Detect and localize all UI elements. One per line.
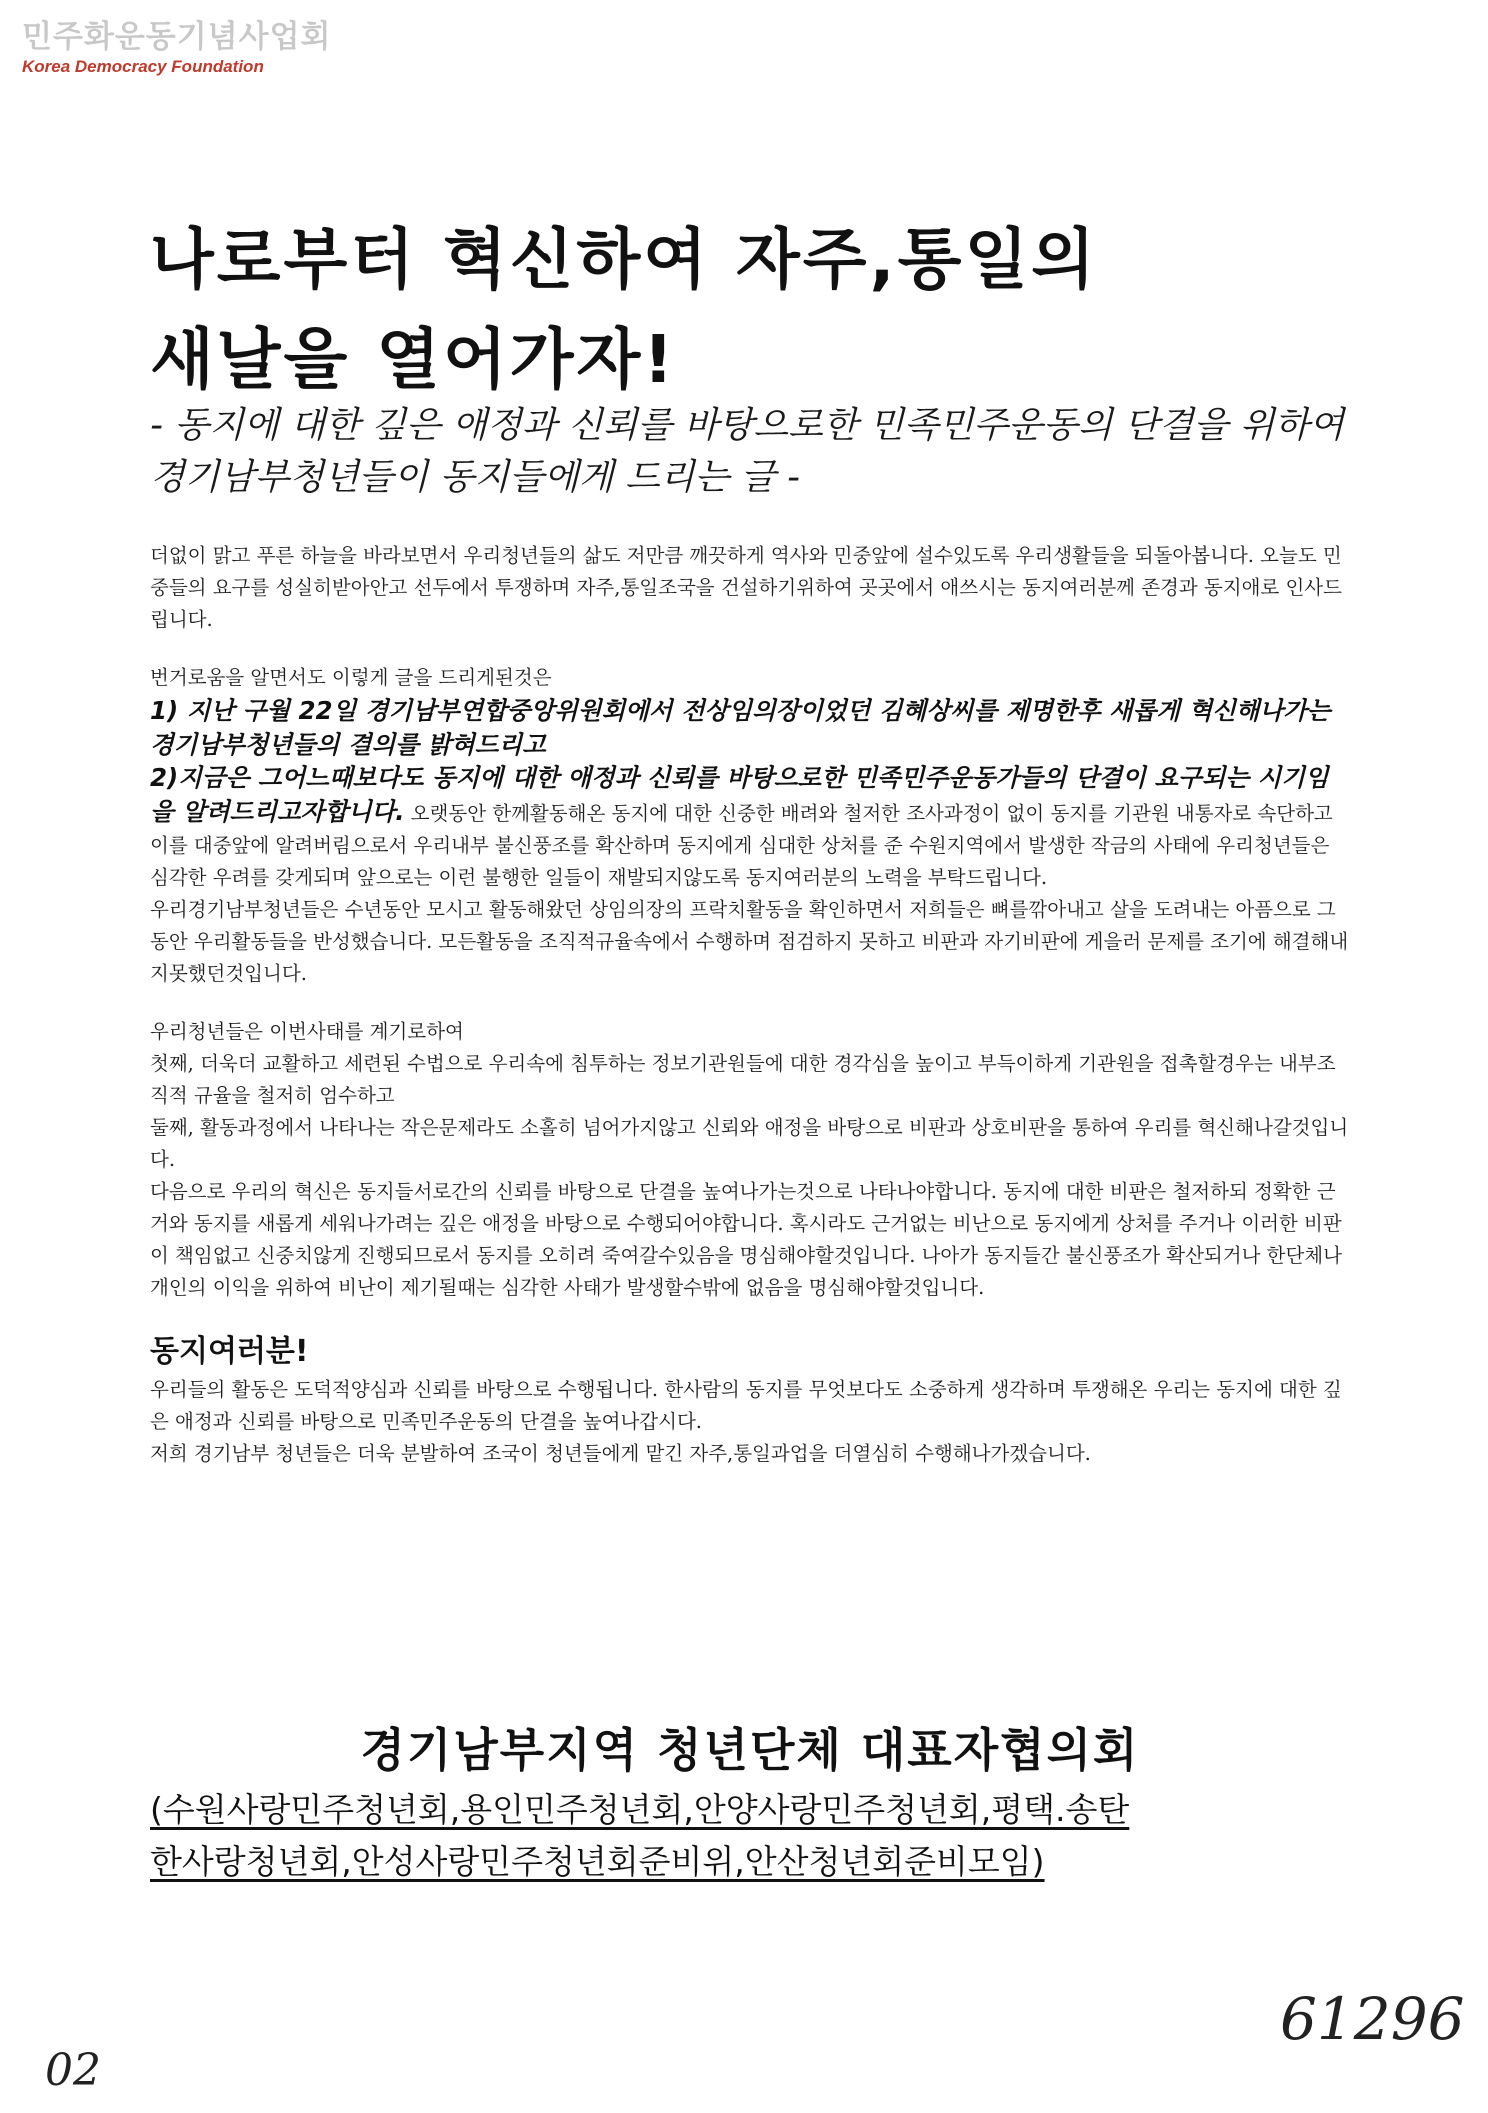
point-1: 1) 지난 구월 22일 경기남부연합중앙위원회에서 전상임의장이었던 김혜상씨를 제명한후 새롭게 혁신해나가는 경기남부청년들의 결의를 밝혀드리고 [150, 696, 1331, 759]
point-2-continuation: 오랫동안 한께활동해온 동지에 대한 신중한 배려와 철저한 조사과정이 없이 동지를 기관원 내통자로 속단하고 이를 대중앞에 알려버림으로서 우리내부 불신풍조를 확산하며 동지에게 심대한 상처를 준 수원지역에서 발생한 작금의 사태에 우리청년들은 심각한 우려를 갖게되며 앞으로는 이런 불행한 일들이 재발되지않도록 동지여러분의 노력을 부탁드립니다. [150, 802, 1333, 889]
signatory-block [150, 1718, 1350, 1888]
document-body [150, 540, 1350, 1470]
reflection-paragraph: 우리경기남부청년들은 수년동안 모시고 활동해왔던 상임의장의 프락치활동을 확인하면서 저희들은 뼈를깎아내고 살을 도려내는 아픔으로 그동안 우리활동들을 반성했습니다. 모든활동을 조직적규율속에서 수행하며 점검하지 못하고 비판과 자기비판에 게을러 문제를 조기에 해결해내지못했던것입니다. [150, 898, 1349, 985]
resolve-lead: 우리청년들은 이번사태를 계기로하여 [150, 1020, 464, 1043]
resolve-second: 둘째, 활동과정에서 나타나는 작은문제라도 소홀히 넘어가지않고 신뢰와 애정을 바탕으로 비판과 상호비판을 통하여 우리를 혁신해나갈것입니다. [150, 1116, 1349, 1171]
handwritten-page-mark: 02 [45, 2045, 101, 2096]
document-subtitle: - 동지에 대한 깊은 애정과 신뢰를 바탕으로한 민족민주운동의 단결을 위하여 경기남부청년들이 동지들에게 드리는 글 - [150, 405, 1345, 498]
point-2: 2)지금은 그어느때보다도 동지에 대한 애정과 신뢰를 바탕으로한 민족민주운동가들의 단결이 요구되는 시기임을 알려드리고자합니다. [150, 763, 1329, 826]
title-line-2: 새날을 열어가자! [150, 321, 677, 398]
member-organizations [150, 1784, 1350, 1888]
members-line-1: (수원사랑민주청년회,용인민주청년회,안양사랑민주청년회,평택.송탄 [150, 1790, 1130, 1829]
organization-name: 경기남부지역 청년단체 대표자협의회 [360, 1723, 1140, 1777]
watermark-korean: 민주화운동기념사업회 [22, 19, 332, 55]
resolve-unity: 다음으로 우리의 혁신은 동지들서로간의 신뢰를 바탕으로 단결을 높여나가는것으로 나타나야합니다. 동지에 대한 비판은 철저하되 정확한 근거와 동지를 새롭게 세워나가려는 깊은 애정을 바탕으로 수행되어야합니다. 혹시라도 근거없는 비난으로 동지에게 상처를 주거나 이러한 비판이 책임없고 신중치않게 진행되므로서 동지를 오히려 죽여갈수있음을 명심해야할것입니다. 나아가 동지들간 불신풍조가 확산되거나 한단체나 개인의 이익을 위하여 비난이 제기될때는 심각한 사태가 발생할수밖에 없음을 명심해야할것입니다. [150, 1180, 1342, 1299]
comrades-heading: 동지여러분! [150, 1334, 309, 1369]
title-line-1: 나로부터 혁신하여 자주,통일의 [150, 221, 1098, 298]
watermark-english: Korea Democracy Foundation [22, 57, 264, 76]
resolve-first: 첫째, 더욱더 교활하고 세련된 수법으로 우리속에 침투하는 정보기관원들에 대한 경각심을 높이고 부득이하게 기관원을 접촉할경우는 내부조직적 규율을 철저히 엄수하고 [150, 1052, 1336, 1107]
intro-paragraph: 더없이 맑고 푸른 하늘을 바라보면서 우리청년들의 삶도 저만큼 깨끗하게 역사와 민중앞에 설수있도록 우리생활들을 되돌아봅니다. 오늘도 민중들의 요구를 성실히받아안고 선두에서 투쟁하며 자주,통일조국을 건설하기위하여 곳곳에서 애쓰시는 동지여러분께 존경과 동지애로 인사드립니다. [150, 544, 1342, 631]
closing-paragraph-2: 저희 경기남부 청년들은 더욱 분발하여 조국이 청년들에게 맡긴 자주,통일과업을 더열심히 수행해나가겠습니다. [150, 1442, 1091, 1465]
document-title [150, 210, 1380, 410]
handwritten-document-number: 61296 [1280, 1985, 1465, 2053]
point-2-paragraph [150, 762, 1350, 894]
foundation-watermark [22, 18, 331, 78]
closing-paragraph-1: 우리들의 활동은 도덕적양심과 신뢰를 바탕으로 수행됩니다. 한사람의 동지를 무엇보다도 소중하게 생각하며 투쟁해온 우리는 동지에 대한 깊은 애정과 신뢰를 바탕으로 민족민주운동의 단결을 높여나갑시다. [150, 1378, 1342, 1433]
reason-lead: 번거로움을 알면서도 이렇게 글을 드리게된것은 [150, 666, 552, 689]
members-line-2: 한사랑청년회,안성사랑민주청년회준비위,안산청년회준비모임) [150, 1842, 1045, 1881]
